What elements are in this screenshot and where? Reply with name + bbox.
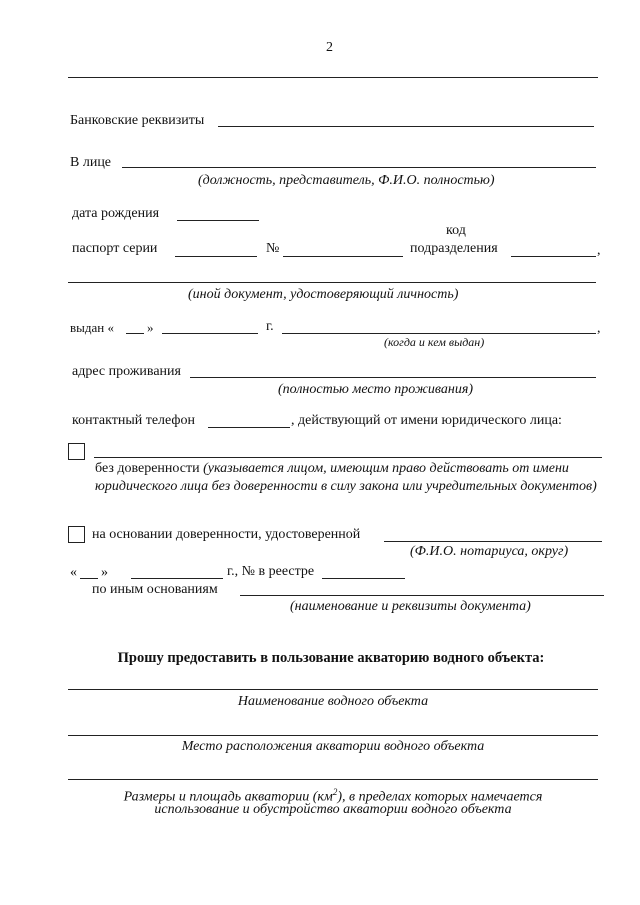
issued-day-field[interactable] bbox=[126, 333, 144, 334]
passport-number-label: № bbox=[266, 241, 280, 256]
phone-field[interactable] bbox=[208, 427, 290, 428]
birth-date-label: дата рождения bbox=[72, 206, 160, 221]
registry-label: г., № в реестре bbox=[227, 564, 315, 579]
water-location-field[interactable] bbox=[68, 735, 598, 736]
water-size-hint-b: ), в пределах которых намечается bbox=[337, 789, 543, 805]
no-poa-italic: (указывается лицом, имеющим право действовать от имени юридического лица без доверенности в силу закона или учредительных документов) bbox=[95, 461, 597, 494]
passport-comma: , bbox=[597, 243, 601, 258]
no-poa-checkbox[interactable] bbox=[68, 443, 85, 460]
division-code-field[interactable] bbox=[511, 256, 596, 257]
no-poa-field[interactable] bbox=[94, 457, 602, 458]
poa-label: на основании доверенности, удостоверенной bbox=[92, 527, 361, 542]
poa-notary-field[interactable] bbox=[384, 541, 602, 542]
issued-hint: (когда и кем выдан) bbox=[384, 335, 485, 349]
top-rule bbox=[68, 77, 598, 78]
water-location-hint: Место расположения акватории водного объекта bbox=[181, 739, 485, 754]
page-number: 2 bbox=[326, 40, 333, 55]
represent-hint: (должность, представитель, Ф.И.О. полностью) bbox=[198, 173, 495, 188]
other-document-field[interactable] bbox=[68, 282, 596, 283]
registry-quote-close: » bbox=[101, 565, 108, 580]
water-size-field[interactable] bbox=[68, 779, 598, 780]
birth-date-field[interactable] bbox=[177, 220, 259, 221]
water-size-hint-a: Размеры и площадь акватории (км bbox=[123, 789, 333, 805]
no-poa-plain: без доверенности bbox=[95, 461, 204, 476]
passport-series-field[interactable] bbox=[175, 256, 257, 257]
other-document-hint: (иной документ, удостоверяющий личность) bbox=[188, 287, 459, 302]
phone-label: контактный телефон bbox=[72, 413, 195, 428]
represent-field[interactable] bbox=[122, 167, 596, 168]
water-name-hint: Наименование водного объекта bbox=[237, 694, 429, 709]
passport-number-field[interactable] bbox=[283, 256, 403, 257]
division-code-label-top: код bbox=[446, 223, 466, 238]
registry-number-field[interactable] bbox=[322, 578, 405, 579]
acting-on-behalf-text: , действующий от имени юридического лица: bbox=[291, 413, 562, 428]
other-grounds-field[interactable] bbox=[240, 595, 604, 596]
other-grounds-hint: (наименование и реквизиты документа) bbox=[290, 599, 531, 614]
address-hint: (полностью место проживания) bbox=[278, 382, 473, 397]
issued-label: выдан « bbox=[70, 320, 114, 335]
issued-year-label: г. bbox=[266, 319, 274, 334]
registry-quote-open: « bbox=[70, 565, 77, 580]
request-heading: Прошу предоставить в пользование акваторию водного объекта: bbox=[117, 650, 545, 666]
registry-month-field[interactable] bbox=[131, 578, 223, 579]
address-label: адрес проживания bbox=[72, 364, 181, 379]
issued-quote-close: » bbox=[147, 320, 154, 335]
poa-checkbox[interactable] bbox=[68, 526, 85, 543]
water-size-sup: 2 bbox=[332, 787, 338, 797]
bank-details-field[interactable] bbox=[218, 126, 594, 127]
registry-day-field[interactable] bbox=[80, 578, 98, 579]
represent-label: В лице bbox=[70, 155, 112, 170]
other-grounds-label: по иным основаниям bbox=[92, 582, 218, 597]
issued-comma: , bbox=[597, 321, 601, 336]
water-name-field[interactable] bbox=[68, 689, 598, 690]
issued-month-field[interactable] bbox=[162, 333, 258, 334]
water-size-hint-2: использование и обустройство акватории водного объекта bbox=[154, 802, 512, 817]
division-code-label-bottom: подразделения bbox=[410, 241, 498, 256]
passport-series-label: паспорт серии bbox=[72, 241, 158, 256]
address-field[interactable] bbox=[190, 377, 596, 378]
bank-details-label: Банковские реквизиты bbox=[70, 113, 205, 128]
poa-hint: (Ф.И.О. нотариуса, округ) bbox=[410, 544, 569, 559]
no-poa-text bbox=[95, 460, 605, 496]
